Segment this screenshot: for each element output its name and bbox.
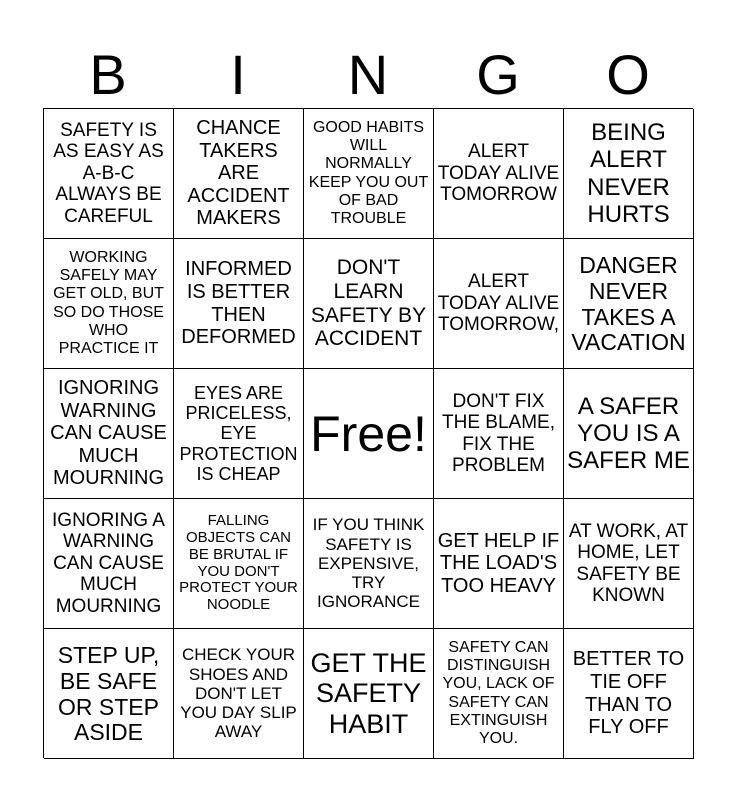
cell-text: BETTER TO TIE OFF THAN TO FLY OFF [572, 648, 685, 739]
cell-text: BEING ALERT NEVER HURTS [587, 119, 670, 228]
bingo-cell[interactable] [304, 239, 434, 369]
cell-text: A SAFER YOU IS A SAFER ME [567, 392, 690, 475]
bingo-cell[interactable] [44, 239, 174, 369]
cell-text: DON'T FIX THE BLAME, FIX THE PROBLEM [442, 390, 555, 476]
bingo-cell[interactable] [304, 629, 434, 759]
bingo-cell[interactable] [434, 109, 564, 239]
cell-text: GOOD HABITS WILL NORMALLY KEEP YOU OUT OF BAD TROUBLE [308, 119, 429, 227]
bingo-cell[interactable] [44, 109, 174, 239]
bingo-cell[interactable] [434, 239, 564, 369]
bingo-cell[interactable] [564, 109, 694, 239]
bingo-cell[interactable] [44, 369, 174, 499]
bingo-cell[interactable] [174, 369, 304, 499]
header-letter-g: G [476, 43, 520, 106]
header-letter-i: I [230, 43, 246, 106]
cell-text: WORKING SAFELY MAY GET OLD, BUT SO DO THOSE WHO PRACTICE IT [53, 249, 164, 357]
cell-text: SAFETY CAN DISTINGUISH YOU, LACK OF SAFETY CAN EXTINGUISH YOU. [442, 639, 555, 747]
bingo-cell[interactable] [44, 629, 174, 759]
cell-text: STEP UP, BE SAFE OR STEP ASIDE [57, 641, 160, 746]
bingo-cell[interactable] [44, 499, 174, 629]
cell-text: IF YOU THINK SAFETY IS EXPENSIVE, TRY IGNORANCE [312, 515, 425, 612]
cell-text: CHECK YOUR SHOES AND DON'T LET YOU DAY SLIP AWAY [180, 645, 297, 742]
cell-text: DANGER NEVER TAKES A VACATION [571, 251, 686, 356]
bingo-cell[interactable] [174, 629, 304, 759]
cell-text: CHANCE TAKERS ARE ACCIDENT MAKERS [187, 117, 290, 230]
cell-text: IGNORING WARNING CAN CAUSE MUCH MOURNING [50, 377, 167, 490]
cell-text: FALLING OBJECTS CAN BE BRUTAL IF YOU DON'T PROTECT YOUR NOODLE [179, 511, 298, 614]
bingo-cell[interactable] [564, 629, 694, 759]
bingo-cell[interactable] [434, 629, 564, 759]
header-letter-o: O [606, 43, 650, 106]
bingo-header [43, 42, 693, 108]
bingo-cell[interactable] [304, 109, 434, 239]
bingo-cell[interactable] [174, 109, 304, 239]
cell-text: INFORMED IS BETTER THEN DEFORMED [181, 258, 296, 349]
bingo-cell[interactable] [304, 499, 434, 629]
cell-text: ALERT TODAY ALIVE TOMORROW [437, 141, 560, 206]
free-space-label: Free! [310, 405, 427, 462]
cell-text: DON'T LEARN SAFETY BY ACCIDENT [310, 256, 427, 351]
bingo-card-grid [43, 108, 693, 758]
bingo-cell[interactable] [434, 499, 564, 629]
cell-text: ALERT TODAY ALIVE TOMORROW, [437, 271, 560, 336]
cell-text: GET HELP IF THE LOAD'S TOO HEAVY [437, 529, 560, 597]
bingo-cell[interactable] [564, 499, 694, 629]
cell-text: IGNORING A WARNING CAN CAUSE MUCH MOURNING [52, 509, 165, 617]
cell-text: AT WORK, AT HOME, LET SAFETY BE KNOWN [568, 520, 689, 606]
cell-text: EYES ARE PRICELESS, EYE PROTECTION IS CHEAP [179, 382, 298, 484]
bingo-cell[interactable] [174, 499, 304, 629]
cell-text: GET THE SAFETY HABIT [310, 647, 427, 739]
bingo-cell[interactable] [174, 239, 304, 369]
free-space-cell[interactable] [304, 369, 434, 499]
cell-text: SAFETY IS AS EASY AS A-B-C ALWAYS BE CAREFUL [53, 119, 164, 227]
header-letter-n: N [347, 43, 389, 106]
bingo-cell[interactable] [434, 369, 564, 499]
bingo-cell[interactable] [564, 239, 694, 369]
bingo-cell[interactable] [564, 369, 694, 499]
header-letter-b: B [89, 43, 127, 106]
